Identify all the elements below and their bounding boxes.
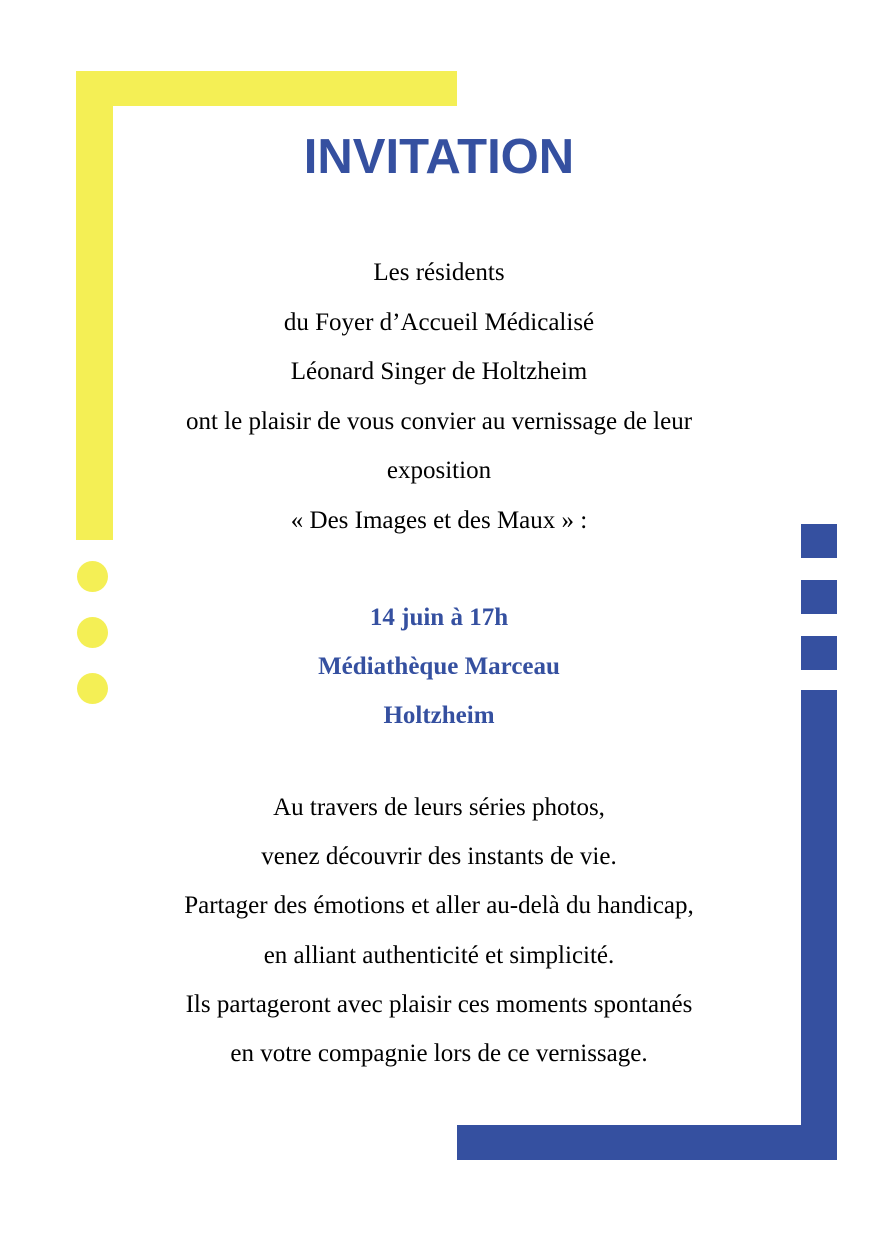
closing-line: en votre compagnie lors de ce vernissage. <box>230 1039 648 1067</box>
closing-line: venez découvrir des instants de vie. <box>261 843 617 871</box>
closing-line: Ils partageront avec plaisir ces moments spontanés <box>185 990 693 1018</box>
invitation-title: INVITATION <box>303 130 575 184</box>
yellow-dot-icon <box>77 561 108 592</box>
closing-line: Au travers de leurs séries photos, <box>273 794 605 821</box>
event-date: 14 juin à 17h <box>369 604 509 631</box>
intro-paragraph <box>0 248 878 545</box>
intro-line: « Des Images et des Maux » : <box>290 506 588 534</box>
intro-line: ont le plaisir de vous convier au vernissage de leur <box>185 407 693 435</box>
closing-paragraph <box>0 783 878 1078</box>
event-city: Holtzheim <box>383 702 495 729</box>
yellow-frame-top-bar <box>76 71 457 106</box>
closing-line: Partager des émotions et aller au-delà du handicap, <box>184 892 694 920</box>
intro-line: Les résidents <box>373 259 505 286</box>
event-venue: Médiathèque Marceau <box>318 653 560 680</box>
event-details <box>0 593 878 740</box>
closing-line: en alliant authenticité et simplicité. <box>263 941 615 969</box>
intro-line: exposition <box>386 457 492 484</box>
blue-frame-bottom-bar <box>457 1125 837 1160</box>
intro-line: Léonard Singer de Holtzheim <box>290 358 588 385</box>
intro-line: du Foyer d’Accueil Médicalisé <box>283 308 595 336</box>
